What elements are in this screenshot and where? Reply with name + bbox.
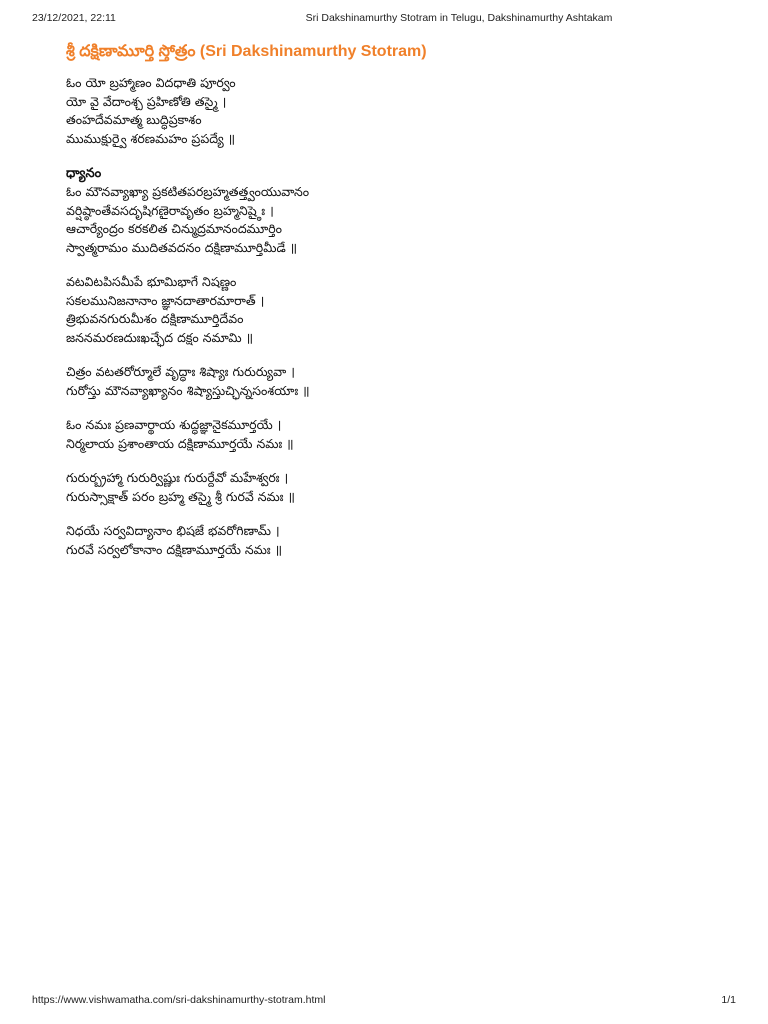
print-datetime: 23/12/2021, 22:11 [32, 12, 116, 24]
verse-line: చిత్రం వటతరోర్మూలే వృద్ధాః శిష్యాః గురుర్యువా । [66, 364, 295, 379]
verse-line: గురుర్బ్రహ్మా గురుర్విష్ణుః గురుర్దేవో మహేశ్వరః । [66, 470, 289, 485]
verse-line: ఓం యో బ్రహ్మాణం విదధాతి పూర్వం [66, 75, 236, 90]
document-title: శ్రీ దక్షిణామూర్తి స్తోత్రం (Sri Dakshinamurthy Stotram) [66, 43, 427, 60]
verse-line: గురోస్తు మౌనవ్యాఖ్యానం శిష్యాస్తుచ్ఛిన్నసంశయాః ॥ [66, 382, 310, 398]
stanza-5 [66, 469, 728, 506]
print-header [32, 12, 736, 26]
verse-line: తంహదేవమాత్మ బుద్ధిప్రకాశం [66, 112, 202, 127]
verse-line: ఓం నమః ప్రణవార్థాయ శుద్ధజ్ఞానైకమూర్తయే । [66, 417, 282, 432]
stanza-2 [66, 273, 728, 347]
source-url[interactable]: https://www.vishwamatha.com/sri-dakshinamurthy-stotram.html [32, 994, 326, 1006]
page-number: 1/1 [721, 994, 736, 1006]
verse-line: నిధయే సర్వవిద్యానాం భిషజే భవరోగిణామ్ । [66, 523, 280, 538]
verse-line: వర్షిష్ఠాంతేవసదృషిగణైరావృతం బ్రహ్మనిష్ఠైః । [66, 202, 274, 218]
verse-line: త్రిభువనగురుమీశం దక్షిణామూర్తిదేవం [66, 311, 244, 326]
verse-line: గురుస్సాక్షాత్ పరం బ్రహ్మ తస్మై శ్రీ గురవే నమః ॥ [66, 488, 295, 504]
verse-line: ఆచార్యేంద్రం కరకలిత చిన్ముద్రమానందమూర్తిం [66, 221, 282, 236]
verse-line: యో వై వేదాంశ్చ ప్రహిణోతి తస్మై । [66, 93, 227, 109]
verse-line: సకలమునిజనానాం జ్ఞానదాతారమారాత్ । [66, 292, 265, 308]
intro-stanza [66, 74, 728, 148]
dhyanam-heading: ధ్యానం [66, 166, 102, 181]
verse-line: ముముక్షుర్వై శరణమహం ప్రపద్యే ॥ [66, 130, 236, 146]
document-body [66, 40, 728, 575]
stanza-1 [66, 183, 728, 257]
print-page-title: Sri Dakshinamurthy Stotram in Telugu, Dakshinamurthy Ashtakam [305, 12, 613, 24]
verse-line: జననమరణదుఃఖచ్ఛేద దక్షం నమామి ॥ [66, 329, 254, 345]
verse-line: స్వాత్మరామం ముదితవదనం దక్షిణామూర్తిమీడే ॥ [66, 239, 298, 255]
print-footer [32, 994, 736, 1008]
verse-line: నిర్మలాయ ప్రశాంతాయ దక్షిణామూర్తయే నమః ॥ [66, 435, 294, 451]
stanza-6 [66, 522, 728, 559]
verse-line: గురవే సర్వలోకానాం దక్షిణామూర్తయే నమః ॥ [66, 541, 283, 557]
stanza-4 [66, 416, 728, 453]
stanza-3 [66, 363, 728, 400]
verse-line: ఓం మౌనవ్యాఖ్యా ప్రకటితపరబ్రహ్మతత్త్వంయువానం [66, 184, 310, 199]
verse-line: వటవిటపిసమీపే భూమిభాగే నిషణ్ణం [66, 274, 237, 289]
